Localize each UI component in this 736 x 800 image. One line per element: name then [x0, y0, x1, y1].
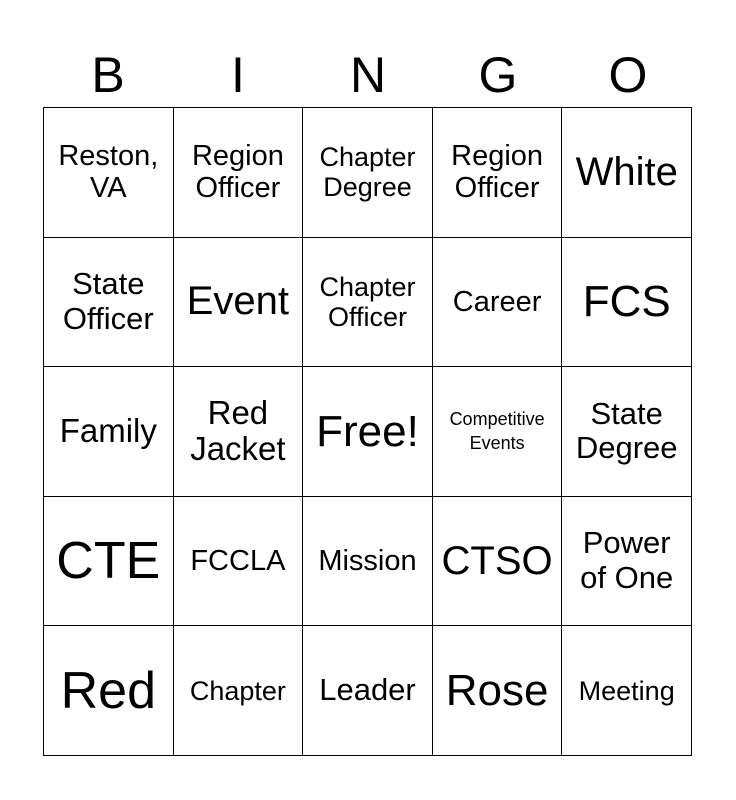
bingo-cell[interactable] [44, 367, 174, 497]
cell-label: Reston, VA [58, 139, 159, 205]
cell-label: State Officer [62, 266, 154, 336]
bingo-cell[interactable] [303, 108, 433, 238]
cell-label: Red Jacket [190, 393, 286, 468]
cell-label: Competitive Events [449, 409, 545, 454]
cell-label: Region Officer [451, 139, 544, 205]
bingo-cell[interactable] [433, 497, 563, 627]
bingo-cell[interactable] [303, 626, 433, 756]
bingo-cell[interactable] [303, 238, 433, 368]
cell-label: FCS [582, 277, 671, 327]
cell-label: State Degree [575, 395, 678, 466]
cell-label: Family [59, 412, 157, 450]
bingo-cell[interactable] [44, 626, 174, 756]
bingo-cell[interactable] [433, 238, 563, 368]
bingo-cell[interactable] [174, 108, 304, 238]
cell-label: Red [60, 661, 156, 720]
bingo-cell[interactable] [433, 367, 563, 497]
bingo-cell[interactable] [562, 108, 692, 238]
bingo-cell[interactable] [562, 238, 692, 368]
bingo-cell[interactable] [303, 367, 433, 497]
bingo-cell[interactable] [562, 497, 692, 627]
bingo-cell[interactable] [562, 626, 692, 756]
cell-label: Rose [445, 666, 549, 716]
bingo-cell[interactable] [44, 238, 174, 368]
bingo-cell[interactable] [303, 497, 433, 627]
bingo-cell[interactable] [562, 367, 692, 497]
cell-label: Power of One [580, 525, 674, 596]
cell-label: CTE [56, 531, 161, 590]
bingo-cell[interactable] [44, 497, 174, 627]
bingo-cell[interactable] [174, 497, 304, 627]
cell-label: Mission [318, 544, 417, 577]
cell-label: Chapter [189, 675, 286, 706]
cell-label: Chapter Degree [319, 142, 416, 203]
header-letter-i: I [231, 47, 245, 103]
cell-label: Region Officer [191, 139, 284, 205]
header-letter-n: N [349, 47, 387, 103]
cell-label: Leader [319, 672, 416, 708]
cell-label: Free! [316, 406, 419, 456]
cell-label: Event [186, 279, 290, 324]
header-letter-g: G [478, 47, 518, 103]
bingo-cell[interactable] [174, 238, 304, 368]
cell-label: White [575, 149, 678, 194]
bingo-cell[interactable] [174, 626, 304, 756]
cell-label: FCCLA [190, 544, 286, 577]
header-letter-o: O [608, 47, 648, 103]
bingo-board [43, 107, 692, 756]
header-letter-b: B [91, 47, 125, 103]
cell-label: Chapter Officer [319, 271, 416, 332]
bingo-cell[interactable] [44, 108, 174, 238]
cell-label: CTSO [441, 538, 553, 583]
bingo-cell[interactable] [174, 367, 304, 497]
bingo-cell[interactable] [433, 108, 563, 238]
cell-label: Meeting [578, 675, 675, 706]
bingo-cell[interactable] [433, 626, 563, 756]
cell-label: Career [452, 285, 542, 318]
bingo-header [43, 44, 693, 106]
